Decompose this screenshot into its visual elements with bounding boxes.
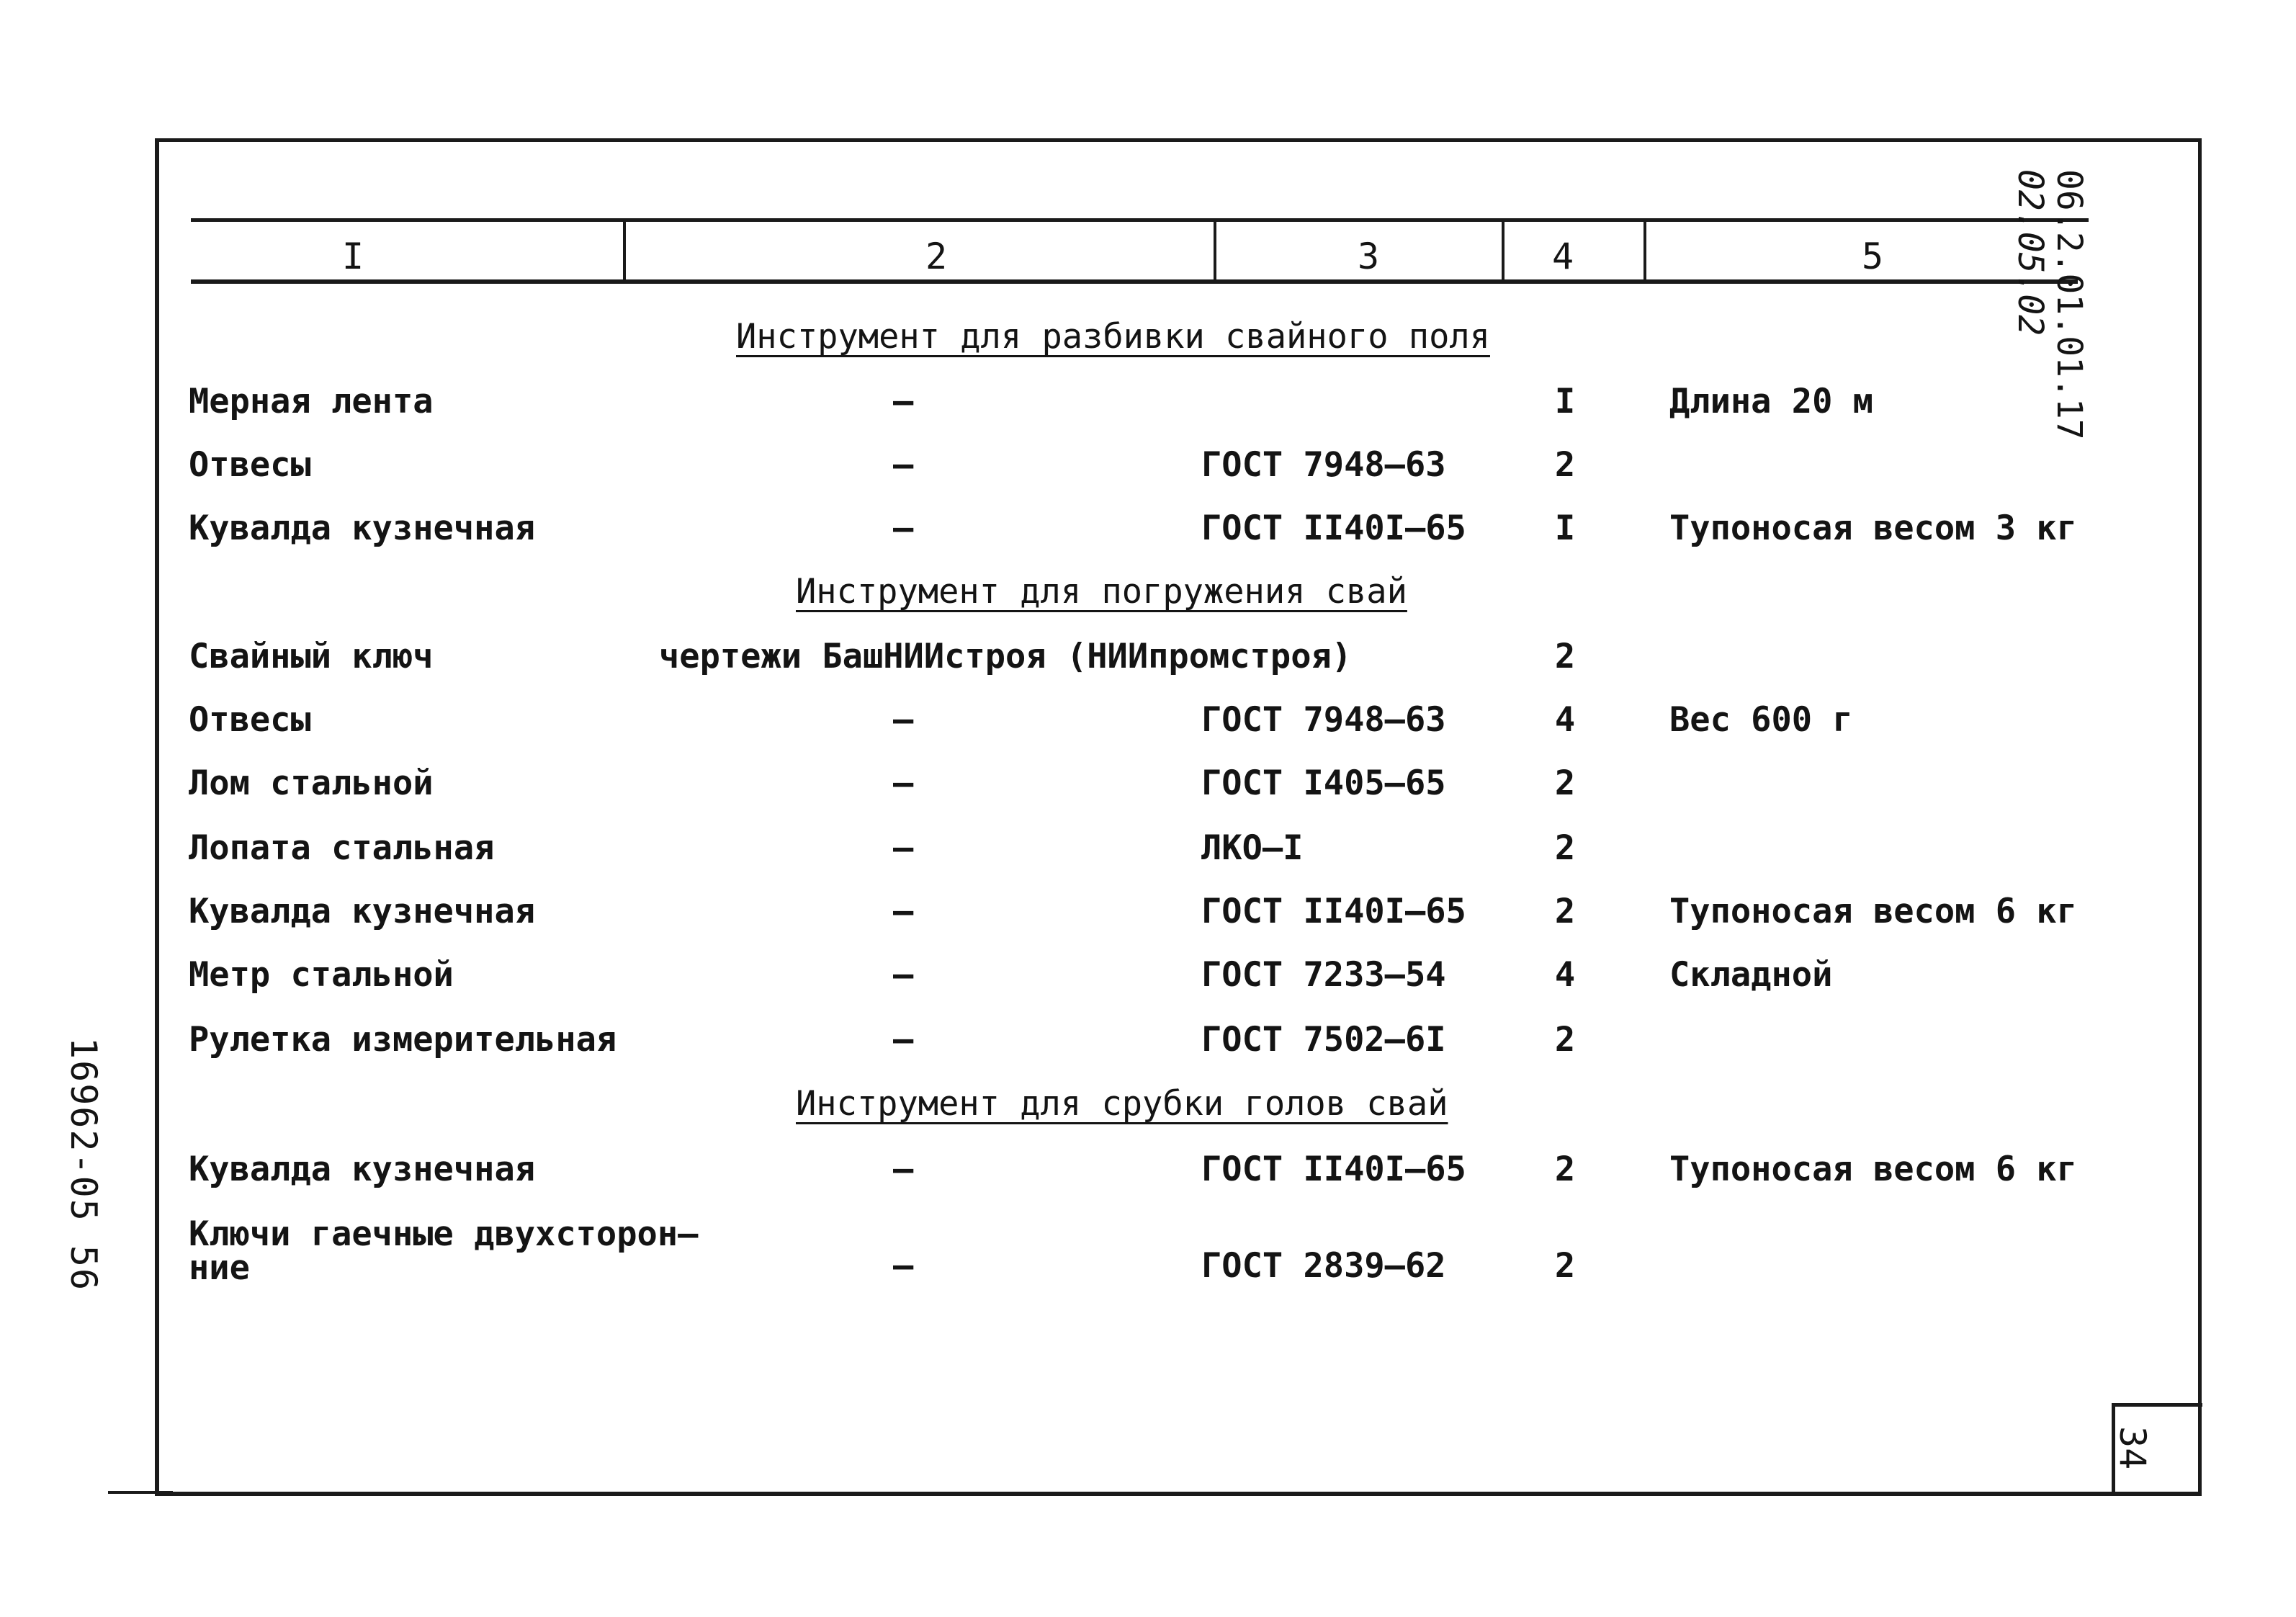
item-qty: 2 bbox=[1554, 828, 1576, 868]
item-qty: I bbox=[1554, 382, 1576, 421]
item-col2: – bbox=[893, 509, 914, 548]
item-qty: 4 bbox=[1554, 700, 1576, 740]
header-top-rule bbox=[191, 218, 2089, 222]
item-qty: 2 bbox=[1554, 763, 1576, 803]
item-name: Ключи гаечные двухсторон– ние bbox=[189, 1214, 699, 1288]
item-qty: 2 bbox=[1554, 1020, 1576, 1060]
item-standard: ГОСТ 7948–63 bbox=[1201, 445, 1446, 485]
item-qty: I bbox=[1554, 509, 1576, 548]
item-standard: ГОСТ 7502–6I bbox=[1201, 1020, 1446, 1060]
item-note: Тупоносая весом 6 кг bbox=[1669, 892, 2077, 931]
document-code-line1: 06.2.01.01.17 bbox=[2049, 169, 2089, 440]
page-number: 34 bbox=[2112, 1426, 2153, 1470]
header-divider-1 bbox=[623, 218, 626, 283]
item-standard: ГОСТ II40I–65 bbox=[1201, 892, 1466, 931]
column-number-5: 5 bbox=[1861, 236, 1884, 277]
item-col2: – bbox=[893, 828, 914, 868]
column-number-3: 3 bbox=[1357, 236, 1380, 277]
item-name: Свайный ключ bbox=[189, 637, 434, 676]
item-qty: 2 bbox=[1554, 1246, 1576, 1286]
item-standard: ЛКО–I bbox=[1201, 828, 1304, 868]
item-standard: ГОСТ 2839–62 bbox=[1201, 1246, 1446, 1286]
item-col2: – bbox=[893, 700, 914, 740]
item-qty: 4 bbox=[1554, 955, 1576, 995]
section-title: Инструмент для срубки голов свай bbox=[796, 1084, 1448, 1124]
item-col2: – bbox=[893, 892, 914, 931]
item-note: Тупоносая весом 3 кг bbox=[1669, 509, 2077, 548]
item-col2: – bbox=[893, 445, 914, 485]
column-number-4: 4 bbox=[1551, 236, 1574, 277]
header-divider-2 bbox=[1214, 218, 1216, 283]
item-col2: – bbox=[893, 1246, 914, 1286]
item-note: Складной bbox=[1669, 955, 1833, 995]
item-qty: 2 bbox=[1554, 445, 1576, 485]
header-divider-3 bbox=[1502, 218, 1504, 283]
item-col2: – bbox=[893, 1150, 914, 1189]
document-code-line2: 02.05.02 bbox=[2010, 169, 2050, 336]
item-qty: 2 bbox=[1554, 637, 1576, 676]
item-name: Кувалда кузнечная bbox=[189, 1150, 536, 1189]
item-name: Мерная лента bbox=[189, 382, 434, 421]
section-title: Инструмент для разбивки свайного поля bbox=[736, 317, 1490, 357]
item-note: Длина 20 м bbox=[1669, 382, 1873, 421]
item-standard: ГОСТ 7233–54 bbox=[1201, 955, 1446, 995]
item-col2: чертежи БашНИИстроя (НИИпромстроя) bbox=[659, 637, 1353, 676]
item-standard: ГОСТ II40I–65 bbox=[1201, 509, 1466, 548]
item-name: Лом стальной bbox=[189, 763, 434, 803]
item-name: Отвесы bbox=[189, 700, 311, 740]
side-code: 16962-05 56 bbox=[63, 1037, 104, 1292]
item-standard: ГОСТ 7948–63 bbox=[1201, 700, 1446, 740]
item-qty: 2 bbox=[1554, 1150, 1576, 1189]
item-standard: ГОСТ II40I–65 bbox=[1201, 1150, 1466, 1189]
item-col2: – bbox=[893, 955, 914, 995]
item-standard: ГОСТ I405–65 bbox=[1201, 763, 1446, 803]
item-note: Тупоносая весом 6 кг bbox=[1669, 1150, 2077, 1189]
item-qty: 2 bbox=[1554, 892, 1576, 931]
item-name: Лопата стальная bbox=[189, 828, 495, 868]
item-note: Вес 600 г bbox=[1669, 700, 1853, 740]
item-name: Метр стальной bbox=[189, 955, 454, 995]
item-name: Рулетка измерительная bbox=[189, 1020, 617, 1060]
header-divider-4 bbox=[1643, 218, 1646, 283]
document-code bbox=[2011, 169, 2089, 440]
item-col2: – bbox=[893, 763, 914, 803]
section-title: Инструмент для погружения свай bbox=[796, 572, 1407, 612]
item-name: Отвесы bbox=[189, 445, 311, 485]
item-name: Кувалда кузнечная bbox=[189, 509, 536, 548]
column-number-2: 2 bbox=[925, 236, 948, 277]
column-number-1: I bbox=[341, 236, 364, 277]
item-col2: – bbox=[893, 382, 914, 421]
item-name: Кувалда кузнечная bbox=[189, 892, 536, 931]
frame-extension-line bbox=[108, 1491, 173, 1494]
header-bottom-rule bbox=[191, 279, 2078, 284]
item-col2: – bbox=[893, 1020, 914, 1060]
